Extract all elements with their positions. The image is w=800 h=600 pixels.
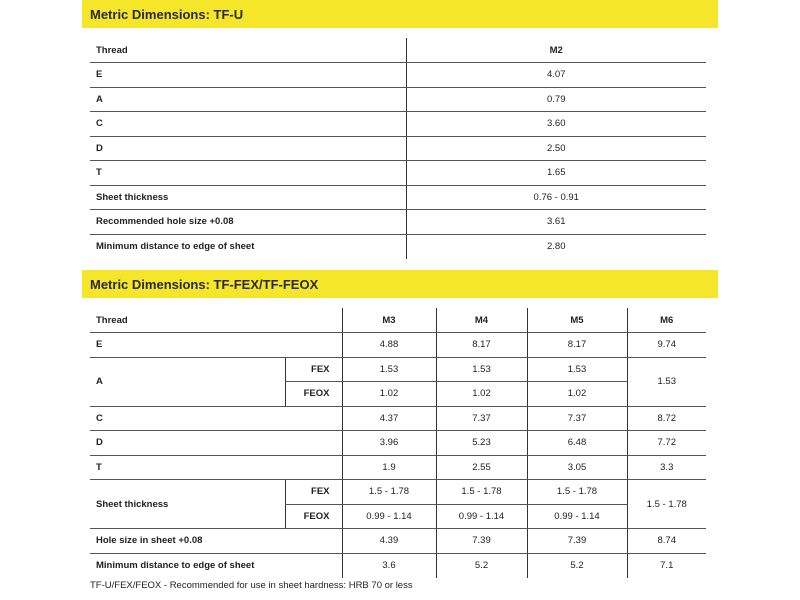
cell-value: 8.17 <box>527 333 627 358</box>
table-row <box>90 210 706 235</box>
cell-value: 1.5 - 1.78 <box>436 480 527 505</box>
table-row <box>90 87 706 112</box>
column-header-m4: M4 <box>436 308 527 333</box>
cell-value: 1.5 - 1.78 <box>627 480 706 529</box>
sub-label-feox: FEOX <box>285 504 342 529</box>
cell-value: 1.53 <box>527 357 627 382</box>
cell-value: 0.79 <box>406 87 706 112</box>
table-row <box>90 455 706 480</box>
cell-value: 0.76 - 0.91 <box>406 185 706 210</box>
table-row <box>90 63 706 88</box>
cell-value: 1.5 - 1.78 <box>342 480 436 505</box>
row-label: Minimum distance to edge of sheet <box>96 560 255 571</box>
cell-value: 3.05 <box>527 455 627 480</box>
cell-value: 6.48 <box>527 431 627 456</box>
cell-value: 0.99 - 1.14 <box>342 504 436 529</box>
cell-value: 4.39 <box>342 529 436 554</box>
row-label: E <box>90 333 342 358</box>
cell-value: 2.55 <box>436 455 527 480</box>
cell-value: 1.9 <box>342 455 436 480</box>
row-label: T <box>90 455 342 480</box>
column-header-m5: M5 <box>527 308 627 333</box>
row-label: C <box>90 112 406 137</box>
cell-value: 1.02 <box>527 382 627 407</box>
table-row <box>90 333 706 358</box>
tf-fex-feox-dimensions-table <box>90 308 706 578</box>
table-row <box>90 553 706 578</box>
column-header-thread: Thread <box>90 38 406 63</box>
row-label: Sheet thickness <box>90 480 285 529</box>
cell-value: 4.07 <box>406 63 706 88</box>
row-label: C <box>90 406 342 431</box>
cell-value: 1.65 <box>406 161 706 186</box>
cell-value: 7.37 <box>436 406 527 431</box>
table-row <box>90 185 706 210</box>
sub-label-feox: FEOX <box>285 382 342 407</box>
cell-value: 2.80 <box>406 234 706 259</box>
cell-value: 8.74 <box>627 529 706 554</box>
table-header-row <box>90 308 706 333</box>
table-row <box>90 480 706 505</box>
row-label: Sheet thickness <box>90 185 406 210</box>
cell-value: 7.39 <box>436 529 527 554</box>
cell-value: 9.74 <box>627 333 706 358</box>
table-row <box>90 112 706 137</box>
cell-value: 7.39 <box>527 529 627 554</box>
column-header-m3: M3 <box>342 308 436 333</box>
row-label: E <box>90 63 406 88</box>
tf-u-dimensions-table <box>90 38 706 259</box>
cell-value: 4.88 <box>342 333 436 358</box>
table-header-row <box>90 38 706 63</box>
cell-value: 3.6 <box>342 553 436 578</box>
table-row <box>90 357 706 382</box>
cell-value: 0.99 - 1.14 <box>436 504 527 529</box>
cell-value: 0.99 - 1.14 <box>527 504 627 529</box>
row-label: A <box>90 357 285 406</box>
cell-value: 1.5 - 1.78 <box>527 480 627 505</box>
cell-value: 7.72 <box>627 431 706 456</box>
table-row <box>90 529 706 554</box>
cell-value: 8.17 <box>436 333 527 358</box>
column-header-m2: M2 <box>406 38 706 63</box>
cell-value: 7.1 <box>627 553 706 578</box>
row-label: T <box>90 161 406 186</box>
cell-value: 3.60 <box>406 112 706 137</box>
column-header-thread: Thread <box>90 308 342 333</box>
row-label: D <box>90 431 342 456</box>
cell-value: 5.2 <box>436 553 527 578</box>
row-label: Hole size in sheet +0.08 <box>90 529 342 554</box>
table-row <box>90 136 706 161</box>
sub-label-fex: FEX <box>285 480 342 505</box>
cell-value: 1.02 <box>436 382 527 407</box>
cell-value: 8.72 <box>627 406 706 431</box>
cell-value: 3.61 <box>406 210 706 235</box>
section-title-tf-u: Metric Dimensions: TF-U <box>82 0 718 28</box>
cell-value: 4.37 <box>342 406 436 431</box>
row-label: D <box>90 136 406 161</box>
cell-value: 7.37 <box>527 406 627 431</box>
cell-value: 3.3 <box>627 455 706 480</box>
table-row <box>90 431 706 456</box>
section-title-tf-fex-feox: Metric Dimensions: TF-FEX/TF-FEOX <box>82 270 718 298</box>
table-row <box>90 234 706 259</box>
row-label: Recommended hole size +0.08 <box>90 210 406 235</box>
cell-value: 1.53 <box>436 357 527 382</box>
sub-label-fex: FEX <box>285 357 342 382</box>
row-label: A <box>90 87 406 112</box>
table-row <box>90 406 706 431</box>
cell-value: 1.02 <box>342 382 436 407</box>
footnote: TF-U/FEX/FEOX - Recommended for use in sheet hardness: HRB 70 or less <box>90 580 413 591</box>
cell-value: 5.2 <box>527 553 627 578</box>
cell-value: 3.96 <box>342 431 436 456</box>
column-header-m6: M6 <box>627 308 706 333</box>
cell-value: 1.53 <box>342 357 436 382</box>
row-label: Minimum distance to edge of sheet <box>96 241 255 252</box>
cell-value: 5.23 <box>436 431 527 456</box>
cell-value: 2.50 <box>406 136 706 161</box>
cell-value: 1.53 <box>627 357 706 406</box>
table-row <box>90 161 706 186</box>
